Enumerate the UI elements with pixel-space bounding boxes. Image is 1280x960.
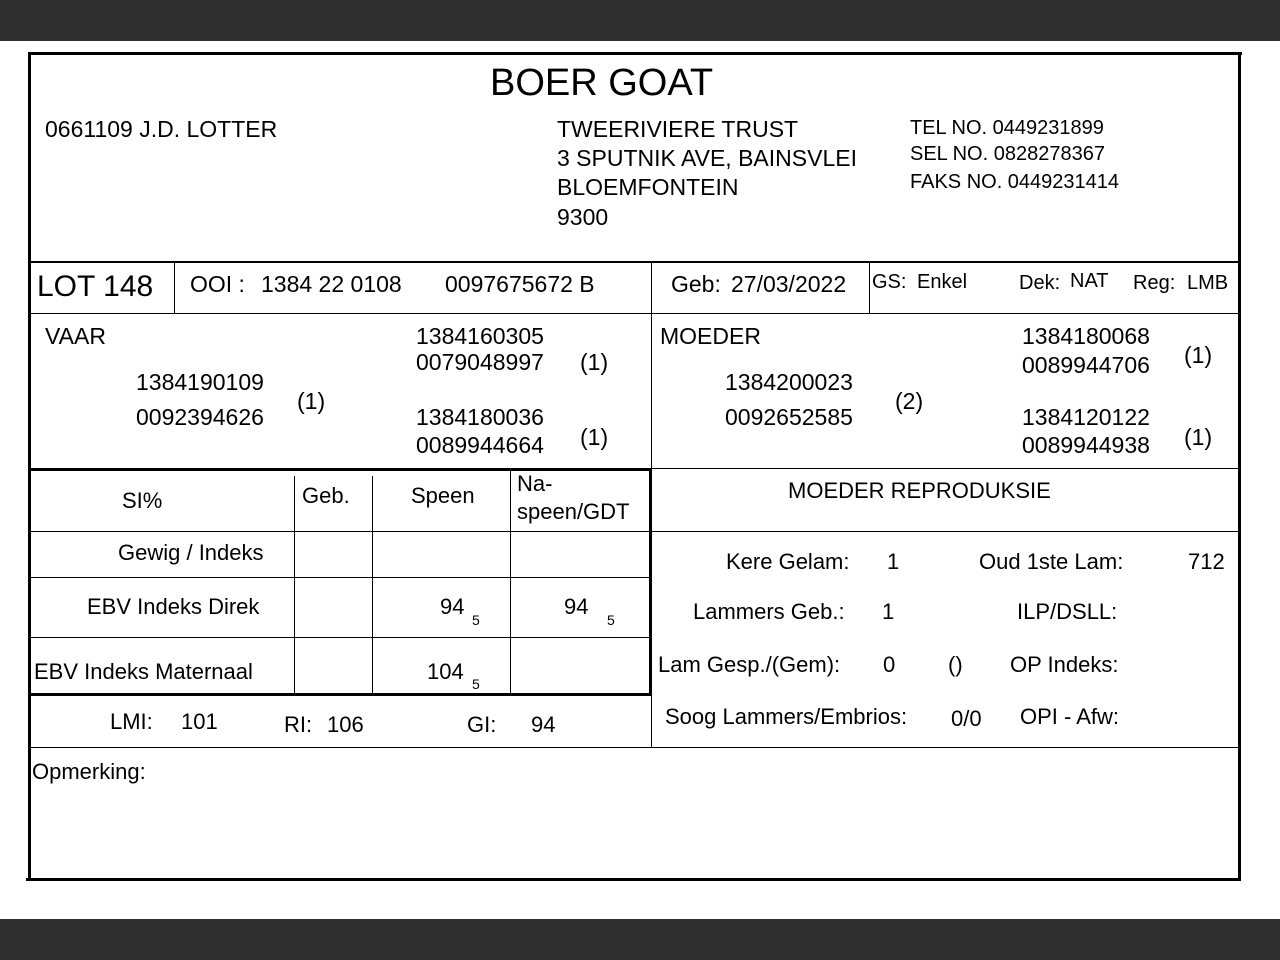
geb-date: 27/03/2022 bbox=[731, 271, 847, 297]
lot-row-top-line bbox=[31, 261, 1238, 263]
vaar-grandsire-number: 1384160305 bbox=[416, 323, 544, 349]
soog-lammers-label: Soog Lammers/Embrios: bbox=[665, 704, 908, 729]
si-col-2-line bbox=[372, 476, 373, 694]
op-indeks-label: OP Indeks: bbox=[1010, 652, 1119, 677]
naspeen-header-line-2: speen/GDT bbox=[517, 499, 630, 524]
address-line-3: BLOEMFONTEIN bbox=[557, 174, 739, 200]
border-top bbox=[28, 52, 1242, 55]
opi-afw-label: OPI - Afw: bbox=[1020, 704, 1120, 729]
dek-value: NAT bbox=[1070, 270, 1109, 292]
page-title: BOER GOAT bbox=[490, 62, 714, 104]
ooi-number: 1384 22 0108 bbox=[261, 271, 402, 297]
naspeen-header-line-1: Na- bbox=[517, 471, 553, 496]
ebv-direk-speen: 94 bbox=[440, 594, 465, 619]
ebv-maternaal-speen-sub: 5 bbox=[472, 676, 480, 692]
kere-gelam-value: 1 bbox=[887, 549, 900, 574]
moeder-grandsire-count: (1) bbox=[1184, 342, 1213, 368]
ooi-label: OOI : bbox=[190, 271, 245, 297]
gs-label: GS: bbox=[872, 271, 907, 293]
gi-value: 94 bbox=[531, 712, 556, 737]
border-right bbox=[1238, 52, 1241, 881]
dek-label: Dek: bbox=[1019, 272, 1061, 294]
lmi-label: LMI: bbox=[110, 709, 153, 734]
ilp-dsll-label: ILP/DSLL: bbox=[1017, 599, 1118, 624]
sire-number: 1384190109 bbox=[136, 369, 264, 395]
lmi-value: 101 bbox=[181, 709, 218, 734]
moeder-granddam-count: (1) bbox=[1184, 424, 1213, 450]
lammers-geb-label: Lammers Geb.: bbox=[693, 599, 845, 624]
border-left bbox=[28, 52, 31, 881]
moeder-granddam-id: 0089944938 bbox=[1022, 432, 1150, 458]
lam-gesp-gem: () bbox=[948, 652, 963, 677]
geb-label: Geb: bbox=[671, 271, 721, 297]
lammers-geb-value: 1 bbox=[882, 599, 895, 624]
ooi-id: 0097675672 B bbox=[445, 271, 595, 297]
sel-number: SEL NO. 0828278367 bbox=[910, 143, 1105, 165]
gs-value: Enkel bbox=[917, 271, 968, 293]
opmerking-label: Opmerking: bbox=[32, 759, 146, 784]
ri-value: 106 bbox=[327, 712, 364, 737]
si-row-2-line bbox=[31, 637, 651, 638]
ebv-maternaal-speen: 104 bbox=[427, 659, 464, 684]
gi-label: GI: bbox=[467, 712, 497, 737]
lot-divider-2 bbox=[651, 262, 652, 314]
top-band bbox=[0, 0, 1280, 41]
vaar-grandsire-count: (1) bbox=[580, 349, 609, 375]
speen-header: Speen bbox=[411, 483, 475, 508]
lam-gesp-value: 0 bbox=[883, 652, 896, 677]
moeder-label: MOEDER bbox=[660, 323, 761, 349]
ri-label: RI: bbox=[284, 712, 313, 737]
moeder-grandsire-id: 0089944706 bbox=[1022, 352, 1150, 378]
repro-top-line bbox=[652, 468, 1238, 469]
moeder-grandsire-number: 1384180068 bbox=[1022, 323, 1150, 349]
lot-number: LOT 148 bbox=[37, 270, 154, 303]
border-bottom bbox=[26, 878, 1240, 881]
vaar-label: VAAR bbox=[45, 323, 106, 349]
gewig-indeks-label: Gewig / Indeks bbox=[118, 540, 264, 565]
si-row-1-line bbox=[31, 577, 651, 578]
ebv-direk-label: EBV Indeks Direk bbox=[87, 594, 260, 619]
faks-number: FAKS NO. 0449231414 bbox=[910, 171, 1120, 193]
soog-lammers-value: 0/0 bbox=[951, 706, 982, 731]
dam-count: (2) bbox=[895, 388, 924, 414]
address-line-4: 9300 bbox=[557, 204, 609, 230]
sire-count: (1) bbox=[297, 388, 326, 414]
ebv-maternaal-label: EBV Indeks Maternaal bbox=[34, 659, 253, 684]
lot-divider-3 bbox=[869, 262, 870, 314]
lam-gesp-label: Lam Gesp./(Gem): bbox=[658, 652, 841, 677]
vaar-granddam-id: 0089944664 bbox=[416, 432, 544, 458]
sire-id: 0092394626 bbox=[136, 404, 264, 430]
ebv-direk-speen-sub: 5 bbox=[472, 612, 480, 628]
si-col-3-line bbox=[510, 470, 511, 694]
si-table-top-line bbox=[31, 468, 652, 471]
ebv-direk-naspeen-sub: 5 bbox=[607, 612, 615, 628]
reproduksie-title: MOEDER REPRODUKSIE bbox=[788, 478, 1051, 503]
dam-id: 0092652585 bbox=[725, 404, 853, 430]
kere-gelam-label: Kere Gelam: bbox=[726, 549, 850, 574]
oud-1ste-lam-label: Oud 1ste Lam: bbox=[979, 549, 1124, 574]
geb-header: Geb. bbox=[302, 483, 350, 508]
si-table-right-line bbox=[649, 468, 652, 696]
vaar-granddam-number: 1384180036 bbox=[416, 404, 544, 430]
breeder-name: 0661109 J.D. LOTTER bbox=[45, 116, 278, 142]
oud-1ste-lam-value: 712 bbox=[1188, 549, 1225, 574]
moeder-granddam-number: 1384120122 bbox=[1022, 404, 1150, 430]
dam-number: 1384200023 bbox=[725, 369, 853, 395]
bottom-band bbox=[0, 919, 1280, 960]
reg-label: Reg: bbox=[1133, 272, 1176, 294]
si-header: SI% bbox=[122, 488, 163, 513]
si-col-1-line bbox=[294, 476, 295, 694]
header-bottom-line bbox=[31, 531, 1238, 532]
lot-divider-1 bbox=[174, 262, 175, 314]
si-table-bottom-line bbox=[31, 693, 652, 696]
lot-row-bottom-line bbox=[31, 313, 1238, 314]
vaar-granddam-count: (1) bbox=[580, 424, 609, 450]
reg-value: LMB bbox=[1187, 272, 1229, 294]
vaar-grandsire-id: 0079048997 bbox=[416, 349, 544, 375]
address-line-2: 3 SPUTNIK AVE, BAINSVLEI bbox=[557, 145, 857, 171]
tel-number: TEL NO. 0449231899 bbox=[910, 117, 1104, 139]
indices-bottom-line bbox=[31, 747, 1238, 748]
address-line-1: TWEERIVIERE TRUST bbox=[557, 116, 799, 142]
ebv-direk-naspeen: 94 bbox=[564, 594, 589, 619]
